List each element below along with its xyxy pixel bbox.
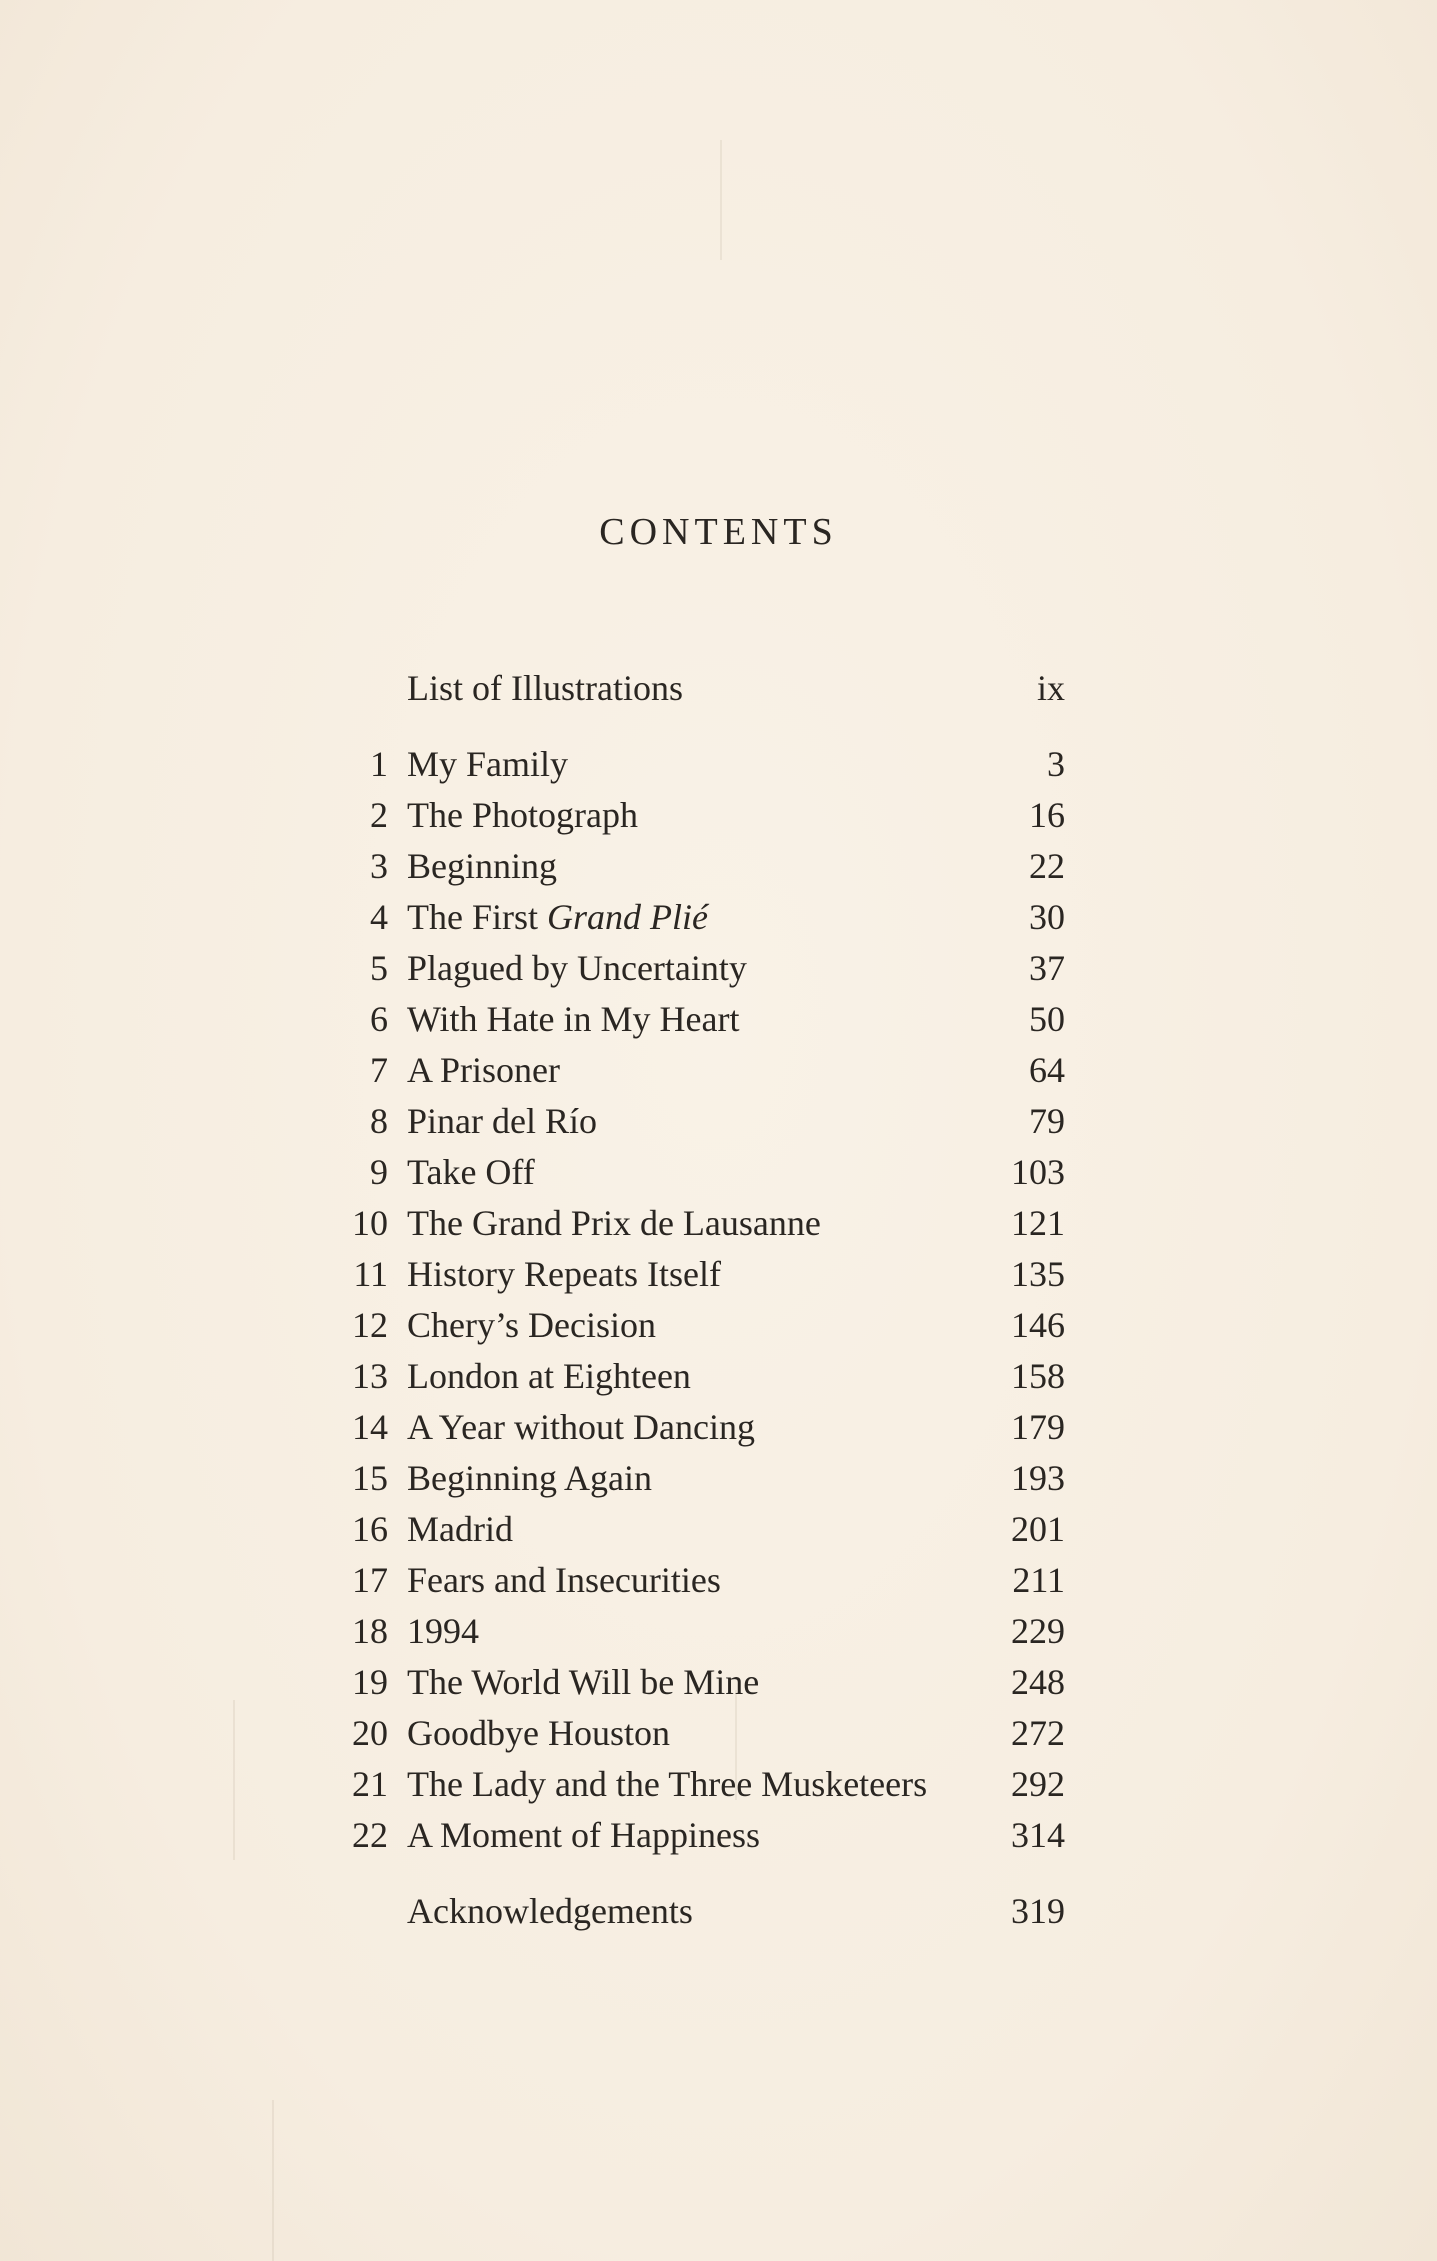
chapter-number: 8 xyxy=(370,1101,388,1141)
chapter-number: 12 xyxy=(352,1305,388,1345)
chapter-number: 16 xyxy=(352,1509,388,1549)
toc-page-number: 16 xyxy=(1029,795,1065,835)
toc-chapter-row[interactable] xyxy=(320,1759,1065,1810)
toc-chapter-row[interactable] xyxy=(320,1147,1065,1198)
toc-chapter-row[interactable] xyxy=(320,1708,1065,1759)
toc-page-number: 22 xyxy=(1029,846,1065,886)
toc-page-number: 201 xyxy=(1011,1509,1065,1549)
toc-entry-label: Acknowledgements xyxy=(407,1891,693,1931)
page-title: CONTENTS xyxy=(599,511,838,553)
paper-mark xyxy=(272,2100,274,2261)
chapter-title xyxy=(407,1708,670,1759)
toc-chapter-row[interactable] xyxy=(320,1810,1065,1861)
toc-chapter-row[interactable] xyxy=(320,1504,1065,1555)
toc-chapter-row[interactable] xyxy=(320,1045,1065,1096)
toc-chapter-row[interactable] xyxy=(320,739,1065,790)
chapter-title-text: A Moment of Happiness xyxy=(407,1815,760,1855)
chapter-title xyxy=(407,1759,927,1810)
toc-front-matter[interactable] xyxy=(320,663,1065,714)
chapter-number: 14 xyxy=(352,1407,388,1447)
chapter-title-text: The Grand Prix de Lausanne xyxy=(407,1203,821,1243)
chapter-title xyxy=(407,1249,721,1300)
chapter-title-text: Beginning xyxy=(407,846,557,886)
chapter-title xyxy=(407,1606,479,1657)
toc-chapter-row[interactable] xyxy=(320,943,1065,994)
toc-chapter-row[interactable] xyxy=(320,1606,1065,1657)
chapter-list xyxy=(320,739,1065,1861)
chapter-number: 6 xyxy=(370,999,388,1039)
chapter-title-text: London at Eighteen xyxy=(407,1356,691,1396)
chapter-number: 13 xyxy=(352,1356,388,1396)
toc-page-number: 37 xyxy=(1029,948,1065,988)
chapter-number: 22 xyxy=(352,1815,388,1855)
chapter-number: 4 xyxy=(370,897,388,937)
chapter-number: 3 xyxy=(370,846,388,886)
toc-chapter-row[interactable] xyxy=(320,892,1065,943)
toc-page-number: ix xyxy=(1036,668,1065,708)
chapter-title-text: The First xyxy=(407,897,547,937)
chapter-title-text: History Repeats Itself xyxy=(407,1254,721,1294)
chapter-title-text: Take Off xyxy=(407,1152,535,1192)
chapter-title xyxy=(407,892,708,943)
toc-chapter-row[interactable] xyxy=(320,841,1065,892)
chapter-title-text: The Lady and the Three Musketeers xyxy=(407,1764,928,1804)
chapter-number: 1 xyxy=(370,744,388,784)
toc-page-number: 248 xyxy=(1011,1662,1065,1702)
toc-chapter-row[interactable] xyxy=(320,1351,1065,1402)
toc-chapter-row[interactable] xyxy=(320,790,1065,841)
chapter-title-text: Beginning Again xyxy=(407,1458,652,1498)
chapter-title-text: 1994 xyxy=(407,1611,479,1651)
chapter-title xyxy=(407,1555,721,1606)
toc-page-number: 146 xyxy=(1011,1305,1065,1345)
toc-chapter-row[interactable] xyxy=(320,1249,1065,1300)
chapter-title-text: A Year without Dancing xyxy=(407,1407,755,1447)
chapter-number: 11 xyxy=(353,1254,388,1294)
toc-back-matter[interactable] xyxy=(320,1886,1065,1937)
chapter-title xyxy=(407,1096,597,1147)
toc-page-number: 193 xyxy=(1011,1458,1065,1498)
chapter-title xyxy=(407,739,568,790)
chapter-title xyxy=(407,994,739,1045)
toc-page-number: 319 xyxy=(1011,1891,1065,1931)
paper-mark xyxy=(720,140,722,260)
toc-page-number: 229 xyxy=(1011,1611,1065,1651)
toc-chapter-row[interactable] xyxy=(320,994,1065,1045)
chapter-title-text: Fears and Insecurities xyxy=(407,1560,721,1600)
toc-page-number: 103 xyxy=(1011,1152,1065,1192)
chapter-title xyxy=(407,1504,513,1555)
toc-chapter-row[interactable] xyxy=(320,1657,1065,1708)
chapter-number: 18 xyxy=(352,1611,388,1651)
chapter-title xyxy=(407,1198,821,1249)
chapter-number: 5 xyxy=(370,948,388,988)
chapter-number: 21 xyxy=(352,1764,388,1804)
toc-page-number: 272 xyxy=(1011,1713,1065,1753)
chapter-number: 15 xyxy=(352,1458,388,1498)
chapter-number: 19 xyxy=(352,1662,388,1702)
chapter-number: 2 xyxy=(370,795,388,835)
chapter-title xyxy=(407,1810,760,1861)
chapter-number: 10 xyxy=(352,1203,388,1243)
toc-entry-label: List of Illustrations xyxy=(407,668,683,708)
toc-page-number: 30 xyxy=(1029,897,1065,937)
chapter-title-text: My Family xyxy=(407,744,569,784)
toc-chapter-row[interactable] xyxy=(320,1402,1065,1453)
toc-page-number: 292 xyxy=(1011,1764,1065,1804)
chapter-title-text: The Photograph xyxy=(407,795,638,835)
chapter-title xyxy=(407,841,557,892)
toc-page-number: 3 xyxy=(1047,744,1065,784)
chapter-title-text: A Prisoner xyxy=(407,1050,560,1090)
chapter-number: 17 xyxy=(352,1560,388,1600)
chapter-title-text: Plagued by Uncertainty xyxy=(407,948,747,988)
toc-chapter-row[interactable] xyxy=(320,1198,1065,1249)
toc-chapter-row[interactable] xyxy=(320,1555,1065,1606)
chapter-title xyxy=(407,1300,656,1351)
toc-page-number: 79 xyxy=(1029,1101,1065,1141)
chapter-title xyxy=(407,1147,535,1198)
toc-page-number: 64 xyxy=(1029,1050,1065,1090)
paper-mark xyxy=(233,1700,235,1860)
chapter-title-text: With Hate in My Heart xyxy=(407,999,740,1039)
toc-page-number: 135 xyxy=(1011,1254,1065,1294)
chapter-title xyxy=(407,1351,691,1402)
chapter-title xyxy=(407,1045,560,1096)
chapter-title-text: The World Will be Mine xyxy=(407,1662,760,1702)
chapter-title-text: Pinar del Río xyxy=(407,1101,597,1141)
chapter-number: 7 xyxy=(370,1050,388,1090)
toc-page-number: 179 xyxy=(1011,1407,1065,1447)
chapter-title xyxy=(407,1402,755,1453)
chapter-number: 20 xyxy=(352,1713,388,1753)
table-of-contents xyxy=(320,663,1065,1937)
chapter-title-italic: Grand Plié xyxy=(547,897,708,937)
chapter-number: 9 xyxy=(370,1152,388,1192)
chapter-title xyxy=(407,943,747,994)
toc-chapter-row[interactable] xyxy=(320,1096,1065,1147)
toc-page-number: 50 xyxy=(1029,999,1065,1039)
toc-chapter-row[interactable] xyxy=(320,1453,1065,1504)
chapter-title-text: Chery’s Decision xyxy=(407,1305,656,1345)
chapter-title-text: Goodbye Houston xyxy=(407,1713,670,1753)
toc-chapter-row[interactable] xyxy=(320,1300,1065,1351)
chapter-title xyxy=(407,1657,759,1708)
toc-page-number: 121 xyxy=(1011,1203,1065,1243)
toc-page-number: 314 xyxy=(1011,1815,1065,1855)
chapter-title xyxy=(407,790,638,841)
chapter-title xyxy=(407,1453,652,1504)
chapter-title-text: Madrid xyxy=(407,1509,513,1549)
toc-page-number: 211 xyxy=(1012,1560,1065,1600)
toc-page-number: 158 xyxy=(1011,1356,1065,1396)
